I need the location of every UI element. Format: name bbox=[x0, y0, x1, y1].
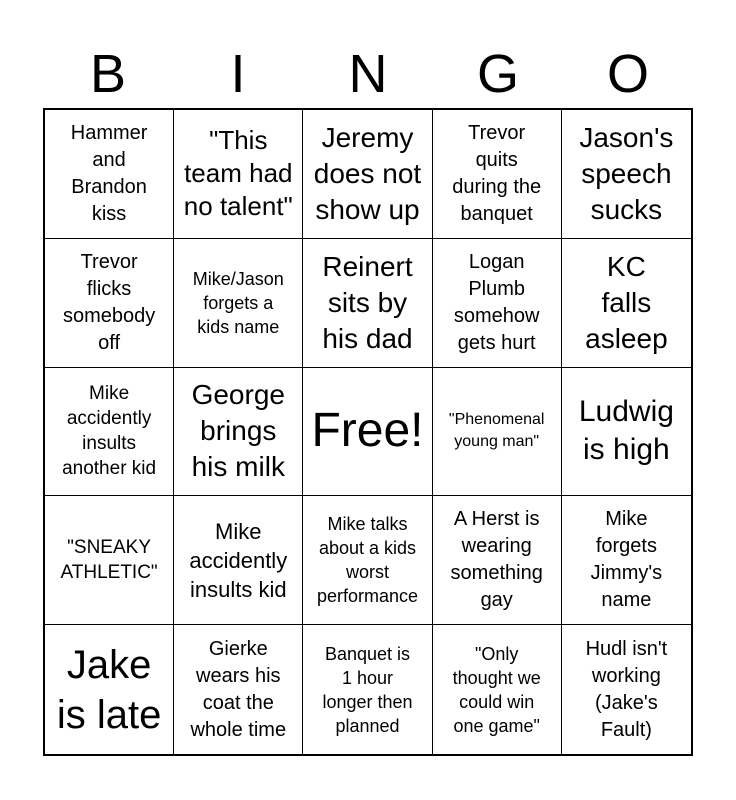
bingo-cell[interactable] bbox=[174, 496, 303, 625]
bingo-cell[interactable] bbox=[433, 496, 562, 625]
bingo-cell[interactable] bbox=[433, 625, 562, 754]
cell-text: Gierke wears his coat the whole time bbox=[190, 637, 287, 741]
bingo-cell[interactable] bbox=[562, 239, 691, 368]
cell-text: A Herst is wearing something gay bbox=[450, 508, 543, 612]
bingo-cell[interactable] bbox=[45, 368, 174, 497]
bingo-cell[interactable] bbox=[433, 110, 562, 239]
header-letter-g: G bbox=[476, 44, 519, 104]
cell-text: KC falls asleep bbox=[585, 250, 668, 354]
bingo-cell[interactable] bbox=[433, 368, 562, 497]
cell-text: Jason's speech sucks bbox=[579, 121, 674, 225]
bingo-cell[interactable] bbox=[174, 368, 303, 497]
bingo-cell[interactable] bbox=[45, 110, 174, 239]
bingo-cell[interactable] bbox=[303, 110, 432, 239]
cell-text: Mike accidently insults kid bbox=[189, 518, 288, 602]
bingo-cell[interactable] bbox=[433, 239, 562, 368]
bingo-board bbox=[43, 108, 693, 756]
cell-text: "Only thought we could win one game" bbox=[452, 643, 541, 736]
cell-text: "This team had no talent" bbox=[183, 125, 293, 222]
bingo-cell[interactable] bbox=[174, 625, 303, 754]
bingo-cell[interactable] bbox=[303, 625, 432, 754]
bingo-cell[interactable] bbox=[45, 239, 174, 368]
bingo-cell[interactable] bbox=[45, 625, 174, 754]
cell-text: Hudl isn't working (Jake's Fault) bbox=[585, 637, 668, 741]
cell-text: Banquet is 1 hour longer then planned bbox=[322, 643, 413, 736]
cell-text: Ludwig is high bbox=[578, 395, 674, 467]
cell-text: Jeremy does not show up bbox=[313, 121, 422, 225]
free-space-text: Free! bbox=[311, 404, 424, 458]
cell-text: Trevor quits during the banquet bbox=[452, 121, 542, 225]
bingo-cell[interactable] bbox=[174, 239, 303, 368]
cell-text: "Phenomenal young man" bbox=[448, 411, 545, 451]
bingo-cell[interactable] bbox=[45, 496, 174, 625]
cell-text: Trevor flicks somebody off bbox=[62, 250, 156, 354]
cell-text: Mike accidently insults another kid bbox=[62, 383, 157, 480]
bingo-cell[interactable] bbox=[562, 625, 691, 754]
cell-text: Mike/Jason forgets a kids name bbox=[192, 268, 284, 337]
header-letter-b: B bbox=[89, 44, 127, 104]
bingo-cell[interactable] bbox=[562, 368, 691, 497]
cell-text: Hammer and Brandon kiss bbox=[70, 121, 148, 225]
cell-text: Logan Plumb somehow gets hurt bbox=[453, 250, 540, 354]
header-letter-o: O bbox=[606, 44, 649, 104]
bingo-cell[interactable] bbox=[562, 496, 691, 625]
cell-text: Reinert sits by his dad bbox=[322, 250, 413, 354]
bingo-cell[interactable] bbox=[562, 110, 691, 239]
cell-text: Mike forgets Jimmy's name bbox=[590, 508, 663, 612]
cell-text: Jake is late bbox=[56, 642, 162, 737]
header-letter-n: N bbox=[348, 44, 388, 104]
bingo-cell[interactable] bbox=[303, 239, 432, 368]
cell-text: George brings his milk bbox=[191, 379, 285, 483]
cell-text: Mike talks about a kids worst performance bbox=[316, 514, 419, 607]
bingo-header bbox=[43, 40, 693, 108]
header-letter-i: I bbox=[230, 44, 246, 104]
bingo-cell[interactable] bbox=[303, 496, 432, 625]
free-space-cell[interactable] bbox=[303, 368, 432, 497]
cell-text: "SNEAKY ATHLETIC" bbox=[60, 537, 158, 584]
bingo-cell[interactable] bbox=[174, 110, 303, 239]
